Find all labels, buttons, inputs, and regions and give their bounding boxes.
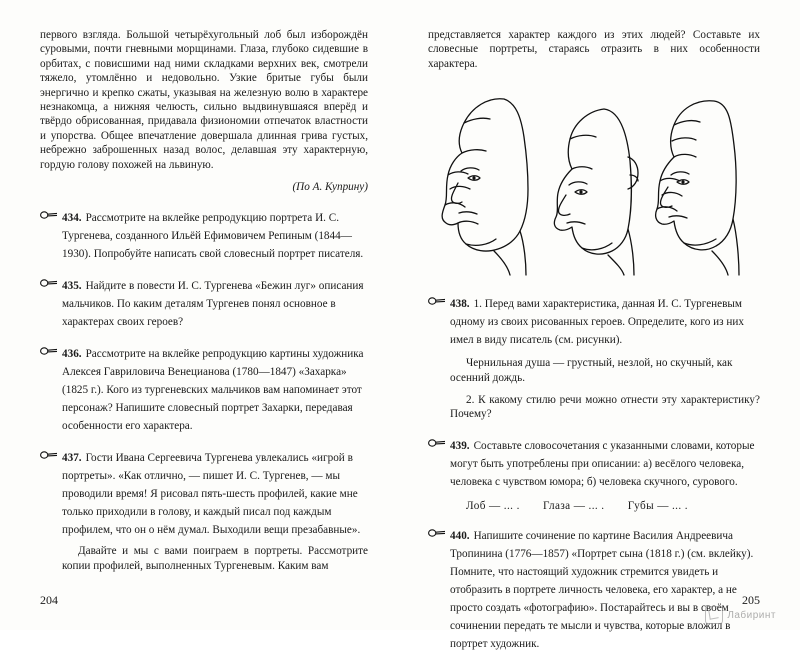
right-continuation-paragraph: представляется характер каждого из этих людей? Составьте их словесные портреты, стараясь отразить в них особенности характера. [428,29,760,70]
exercise-435 [40,276,368,330]
three-profile-drawings [428,79,760,284]
exercise-text: Рассмотрите на вклейке репродукцию портрета И. С. Тургенева, созданного Ильёй Ефимовичем Репиным (1844—1930). Попробуйте написать свой словесный портрет писателя. [62,212,364,261]
exercise-439 [428,436,760,490]
page-number-right: 205 [742,593,760,607]
exercise-number: 438. [450,298,470,311]
watermark [705,606,776,624]
exercise-marker-icon [428,296,446,306]
exercise-text: Напишите сочинение по картине Василия Андреевича Тропинина (1776—1857) «Портрет сына (1818 г.) (см. вклейку). Помните, что настоящий художник стремится увидеть и отобразить в портрете личность человека, его характер, а не просто создать «фотографию». Постарайтесь и вы в своём сочинении передать те мысли и чувства, которые вложил в портрет художник. [450,529,754,650]
exercise-text: Гости Ивана Сергеевича Тургенева увлекались «игрой в портреты». «Как отлично, — пишет И. С. Тургенев, — мы проводили время! Я рисовал пять-шесть профилей, какие мне только приходили в голову, и каждый писал под каждым профилем, что он о нём думал. Выходили вещи презабавные». [62,452,361,537]
exercise-number: 437. [62,452,82,465]
right-page [400,0,800,650]
exercise-marker-icon [40,278,58,288]
fill-in-blanks-row [428,500,760,512]
exercise-marker-icon [40,450,58,460]
exercise-text: Найдите в повести И. С. Тургенева «Бежин луг» описания мальчиков. По каким деталям Тургенев понял основное в характерах своих героев? [62,280,364,329]
blank-lob: Лоб — ... . [466,499,520,512]
blank-glaza: Глаза — ... . [542,499,605,512]
exercise-marker-icon [428,528,446,538]
left-closing-paragraph: Давайте и мы с вами поиграем в портреты. Рассмотрите копии профилей, выполненных Тургеневым. Каким вам [62,545,368,572]
exercise-438-question-2: 2. К какому стилю речи можно отнести эту характеристику? Почему? [450,394,760,421]
left-page [0,0,400,630]
exercise-434 [40,208,368,262]
turgenev-quote: Чернильная душа — грустный, незлой, но скучный, как осенний дождь. [450,357,733,384]
exercise-text: 1. Перед вами характеристика, данная И. С. Тургеневым одному из своих рисованных героев. Определите, кого из них имел в виду писатель (см. рисунки). [450,298,744,347]
blank-guby: Губы — ... . [627,499,688,512]
exercise-marker-icon [428,438,446,448]
exercise-436 [40,344,368,434]
left-body-paragraph: первого взгляда. Большой четырёхугольный лоб был изборождён суровыми, почти гневными морщинами. Глаза, глубоко сидевшие в орбитах, с повисшими над ними складками верхних век, смотрели тяжело, утомлённо и недовольно. Узкие бритые губы были энергично и крепко сжаты, указывая на железную волю в характере незнакомца, а нижняя челюсть, сильно выдвинувшаяся вперёд и твёрдо обрисованная, придавала физиономии отпечаток властности и упорства. Общее впечатление довершала длинная грива густых, небрежно заброшенных назад волос, делавшая эту характерную, гордую голову похожей на львиную. [40,29,368,171]
left-attribution: (По А. Куприну) [292,181,368,194]
labirint-logo-icon [705,606,723,624]
exercise-marker-icon [40,346,58,356]
exercise-437 [40,448,368,538]
exercise-marker-icon [40,210,58,220]
exercise-number: 435. [62,280,82,293]
exercise-438 [428,294,760,348]
exercise-number: 439. [450,439,470,452]
exercise-number: 436. [62,348,82,361]
exercise-number: 440. [450,529,470,542]
watermark-label: Лабиринт [727,609,776,621]
exercise-text: Рассмотрите на вклейке репродукцию картины художника Алексея Гавриловича Венецианова (1780—1847) «Захарка» (1825 г.). Кого из тургеневских мальчиков вам напоминает этот персонаж? Напишите словесный портрет Захарки, передавая особенности его характера. [62,348,364,433]
exercise-440 [428,526,760,652]
exercise-text: Составьте словосочетания с указанными словами, которые могут быть употреблены при описании: а) весёлого человека, человека с чувством юмора; б) человека скучного, сурового. [450,439,755,488]
exercise-number: 434. [62,212,82,225]
page-number-left: 204 [40,593,58,607]
